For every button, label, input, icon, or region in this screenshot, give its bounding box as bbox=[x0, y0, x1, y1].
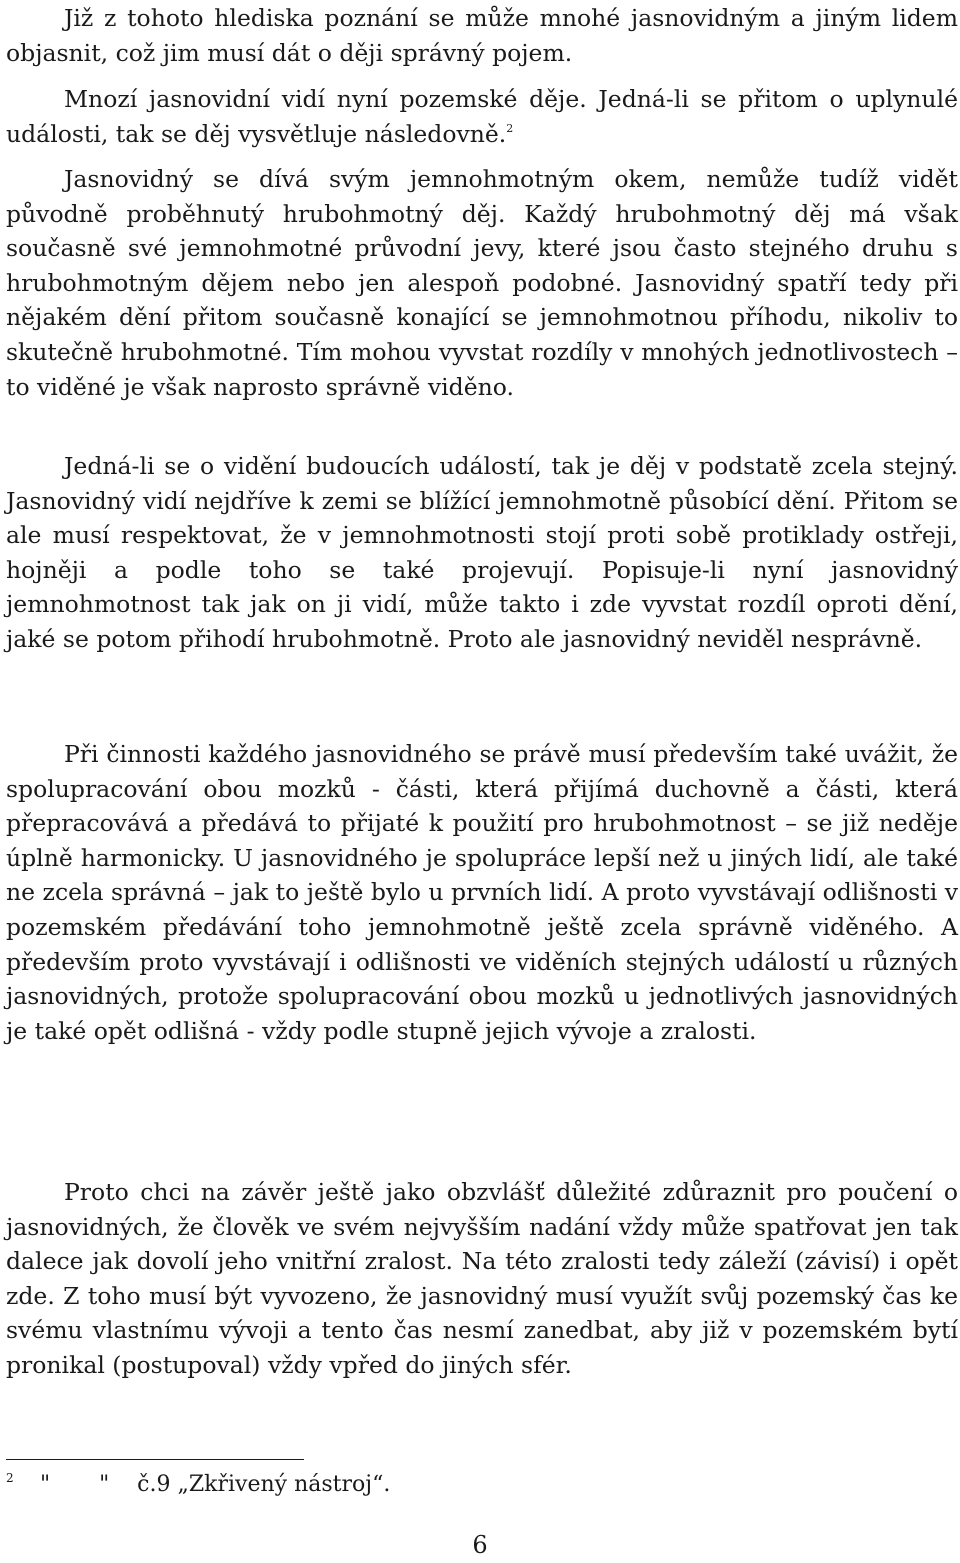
paragraph-5 bbox=[6, 737, 958, 1048]
paragraph-2-text: Mnozí jasnovidní vidí nyní pozemské děje. Jedná-li se přitom o uplynulé události, tak se děj vysvětluje následovně. bbox=[6, 85, 958, 148]
paragraph-1-text: Již z tohoto hlediska poznání se může mnohé jasnovidným a jiným lidem objasnit, což jim musí dát o ději správný pojem. bbox=[6, 4, 958, 67]
paragraph-5-text: Při činnosti každého jasnovidného se právě musí především také uvážit, že spolupracování obou mozků - části, která přijímá duchovně a části, která přepracovává a předává to přijaté k použití pro hrubohmotnost – se již neděje úplně harmonicky. U jasnovidného je spolupráce lepší než u jiných lidí, ale také ne zcela správná – jak to ještě bylo u prvních lidí. A proto vyvstávají odlišnosti v pozemském předávání toho jemnohmotně ještě zcela správně viděného. A především proto vyvstávají i odlišnosti ve viděních stejných událostí u různých jasnovidných, protože spolupracování obou mozků u jednotlivých jasnovidných je také opět odlišná - vždy podle stupně jejich vývoje a zralosti. bbox=[6, 740, 958, 1045]
paragraph-6 bbox=[6, 1175, 958, 1383]
footnote: 2 " " č.9 „Zkřivený nástroj“. bbox=[6, 1471, 391, 1497]
paragraph-1 bbox=[6, 1, 958, 70]
paragraph-4 bbox=[6, 449, 958, 657]
paragraph-4-text: Jedná-li se o vidění budoucích událostí, tak je děj v podstatě zcela stejný. Jasnovidný vidí nejdříve k zemi se blížící jemnohmotně působící dění. Přitom se ale musí respektovat, že v jemnohmotnosti stojí proti sobě protiklady ostřeji, hojněji a podle toho se také projevují. Popisuje-li nyní jasnovidný jemnohmotnost tak jak on ji vidí, může takto i zde vyvstat rozdíl oproti dění, jaké se potom přihodí hrubohmotně. Proto ale jasnovidný neviděl nesprávně. bbox=[6, 452, 958, 653]
footnote-text: " " č.9 „Zkřivený nástroj“. bbox=[40, 1472, 391, 1497]
paragraph-6-text: Proto chci na závěr ještě jako obzvlášť důležité zdůraznit pro poučení o jasnovidných, že člověk ve svém nejvyšším nadání vždy může spatřovat jen tak dalece jak dovolí jeho vnitřní zralost. Na této zralosti tedy záleží (závisí) i opět zde. Z toho musí být vyvozeno, že jasnovidný musí využít svůj pozemský čas ke svému vlastnímu vývoji a tento čas nesmí zanedbat, aby již v pozemském bytí pronikal (postupoval) vždy vpřed do jiných sfér. bbox=[6, 1178, 958, 1379]
paragraph-3 bbox=[6, 162, 958, 404]
footnote-separator bbox=[6, 1459, 304, 1460]
paragraph-3-text: Jasnovidný se dívá svým jemnohmotným okem, nemůže tudíž vidět původně proběhnutý hrubohmotný děj. Každý hrubohmotný děj má však současně své jemnohmotné průvodní jevy, které jsou často stejného druhu s hrubohmotným dějem nebo jen alespoň podobné. Jasnovidný spatří tedy při nějakém dění přitom současně konající se jemnohmotnou příhodu, nikoliv to skutečně hrubohmotné. Tím mohou vyvstat rozdíly v mnohých jednotlivostech – to viděné je však naprosto správně viděno. bbox=[6, 165, 958, 401]
page-number: 6 bbox=[472, 1531, 488, 1559]
footnote-reference[interactable]: 2 bbox=[506, 121, 514, 135]
paragraph-2 bbox=[6, 82, 958, 151]
